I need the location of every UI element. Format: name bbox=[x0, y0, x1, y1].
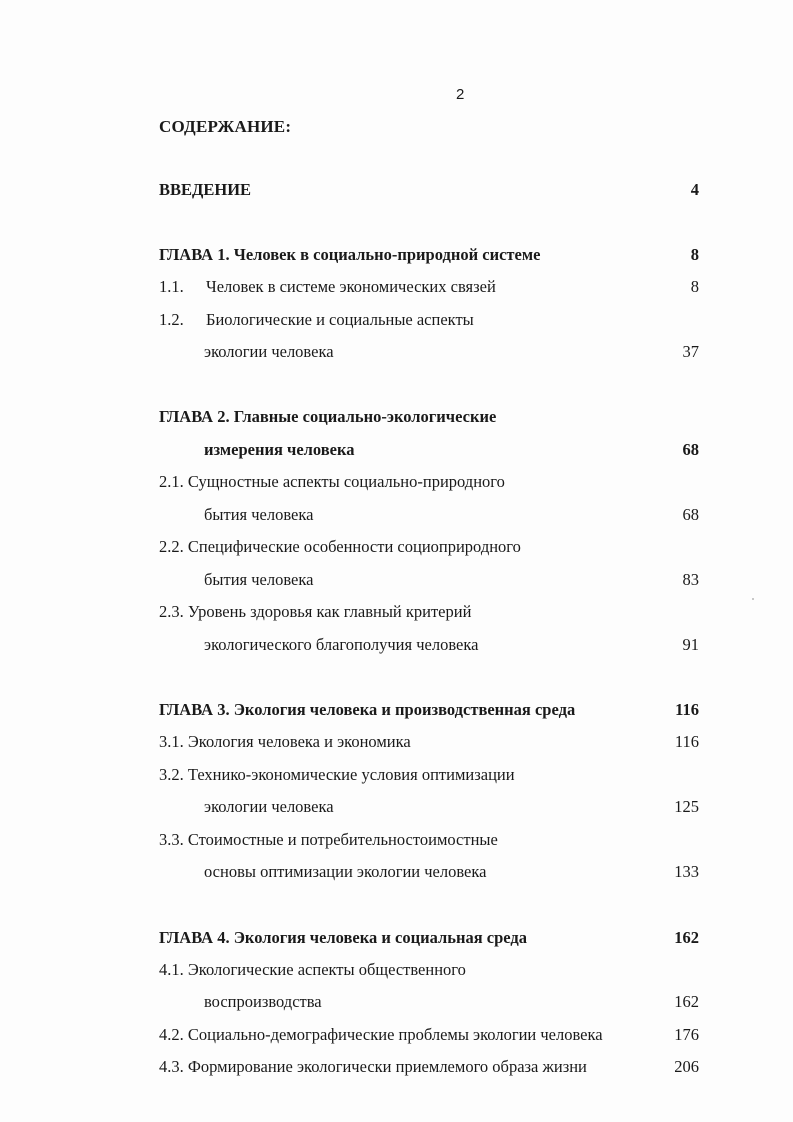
toc-chapter-heading: ГЛАВА 1. Человек в социально-природной системе bbox=[159, 245, 541, 264]
toc-section-2-1-cont bbox=[159, 503, 699, 527]
toc-chapter-heading: ГЛАВА 4. Экология человека и социальная среда bbox=[159, 928, 527, 947]
toc-entry-page: 4 bbox=[690, 180, 699, 199]
toc-section-title: 4.2. Социально-демографические проблемы экологии человека bbox=[159, 1025, 603, 1044]
toc-section-title-continued: экологического благополучия человека bbox=[204, 635, 479, 654]
toc-section-3-2-cont bbox=[159, 795, 699, 819]
toc-section-page: 37 bbox=[682, 342, 699, 361]
toc-section-title-continued: воспроизводства bbox=[204, 992, 322, 1011]
toc-chapter-page: 162 bbox=[674, 928, 699, 947]
toc-section-3-1 bbox=[159, 730, 699, 754]
toc-chapter-2 bbox=[159, 405, 699, 429]
toc-section-page: 116 bbox=[674, 732, 699, 751]
toc-section-number: 1.1. bbox=[159, 277, 184, 296]
toc-section-1-2 bbox=[159, 308, 699, 332]
toc-section-title: Человек в системе экономических связей bbox=[206, 277, 496, 296]
toc-section-title: 3.2. Технико-экономические условия оптимизации bbox=[159, 765, 515, 784]
toc-section-2-2-cont bbox=[159, 568, 699, 592]
toc-section-title: 2.3. Уровень здоровья как главный критерий bbox=[159, 602, 472, 621]
toc-section-title-continued: экологии человека bbox=[204, 342, 334, 361]
toc-chapter-page: 116 bbox=[675, 700, 699, 719]
toc-chapter-page: 68 bbox=[682, 440, 699, 459]
toc-section-title: 2.1. Сущностные аспекты социально-природного bbox=[159, 472, 505, 491]
toc-section-4-1 bbox=[159, 958, 699, 982]
toc-section-page: 206 bbox=[674, 1057, 699, 1076]
toc-section-2-1 bbox=[159, 470, 699, 494]
toc-section-page: 68 bbox=[682, 505, 699, 524]
toc-section-title: 4.3. Формирование экологически приемлемого образа жизни bbox=[159, 1057, 587, 1076]
toc-section-page: 125 bbox=[674, 797, 699, 816]
toc-section-page: 176 bbox=[674, 1025, 699, 1044]
toc-section-title: 3.3. Стоимостные и потребительностоимостные bbox=[159, 830, 498, 849]
toc-section-2-3-cont bbox=[159, 633, 699, 657]
toc-section-3-2 bbox=[159, 763, 699, 787]
toc-section-page: 83 bbox=[682, 570, 699, 589]
toc-entry-intro bbox=[159, 178, 699, 202]
toc-section-title-continued: бытия человека bbox=[204, 570, 314, 589]
toc-section-title: 3.1. Экология человека и экономика bbox=[159, 732, 411, 751]
scan-dust-mark bbox=[752, 598, 754, 600]
toc-chapter-heading: ГЛАВА 2. Главные социально-экологические bbox=[159, 407, 497, 426]
toc-section-title: 2.2. Специфические особенности социоприродного bbox=[159, 537, 521, 556]
toc-section-title-continued: бытия человека bbox=[204, 505, 314, 524]
toc-section-number: 1.2. bbox=[159, 310, 184, 329]
page-number: 2 bbox=[456, 86, 465, 103]
toc-section-title-continued: экологии человека bbox=[204, 797, 334, 816]
toc-section-1-2-cont bbox=[159, 340, 699, 364]
toc-chapter-2-cont bbox=[159, 438, 699, 462]
toc-section-1-1 bbox=[159, 275, 699, 299]
toc-chapter-4 bbox=[159, 926, 699, 950]
toc-section-title: 4.1. Экологические аспекты общественного bbox=[159, 960, 466, 979]
toc-chapter-1 bbox=[159, 243, 699, 267]
toc-section-4-3 bbox=[159, 1055, 699, 1079]
toc-section-4-2 bbox=[159, 1023, 699, 1047]
toc-section-3-3-cont bbox=[159, 860, 699, 884]
toc-section-page: 91 bbox=[682, 635, 699, 654]
toc-section-3-3 bbox=[159, 828, 699, 852]
toc-entry-label: ВВЕДЕНИЕ bbox=[159, 180, 252, 199]
toc-section-page: 133 bbox=[674, 862, 699, 881]
toc-chapter-page: 8 bbox=[690, 245, 699, 264]
toc-title: СОДЕРЖАНИЕ: bbox=[159, 117, 292, 136]
toc-section-title: Биологические и социальные аспекты bbox=[206, 310, 474, 329]
toc-section-page: 162 bbox=[674, 992, 699, 1011]
toc-section-4-1-cont bbox=[159, 990, 699, 1014]
toc-section-title-continued: основы оптимизации экологии человека bbox=[204, 862, 487, 881]
toc-section-page: 8 bbox=[690, 277, 699, 296]
toc-chapter-3 bbox=[159, 698, 699, 722]
toc-section-2-2 bbox=[159, 535, 699, 559]
toc-chapter-heading: ГЛАВА 3. Экология человека и производственная среда bbox=[159, 700, 576, 719]
toc-chapter-heading-continued: измерения человека bbox=[204, 440, 355, 459]
toc-section-2-3 bbox=[159, 600, 699, 624]
